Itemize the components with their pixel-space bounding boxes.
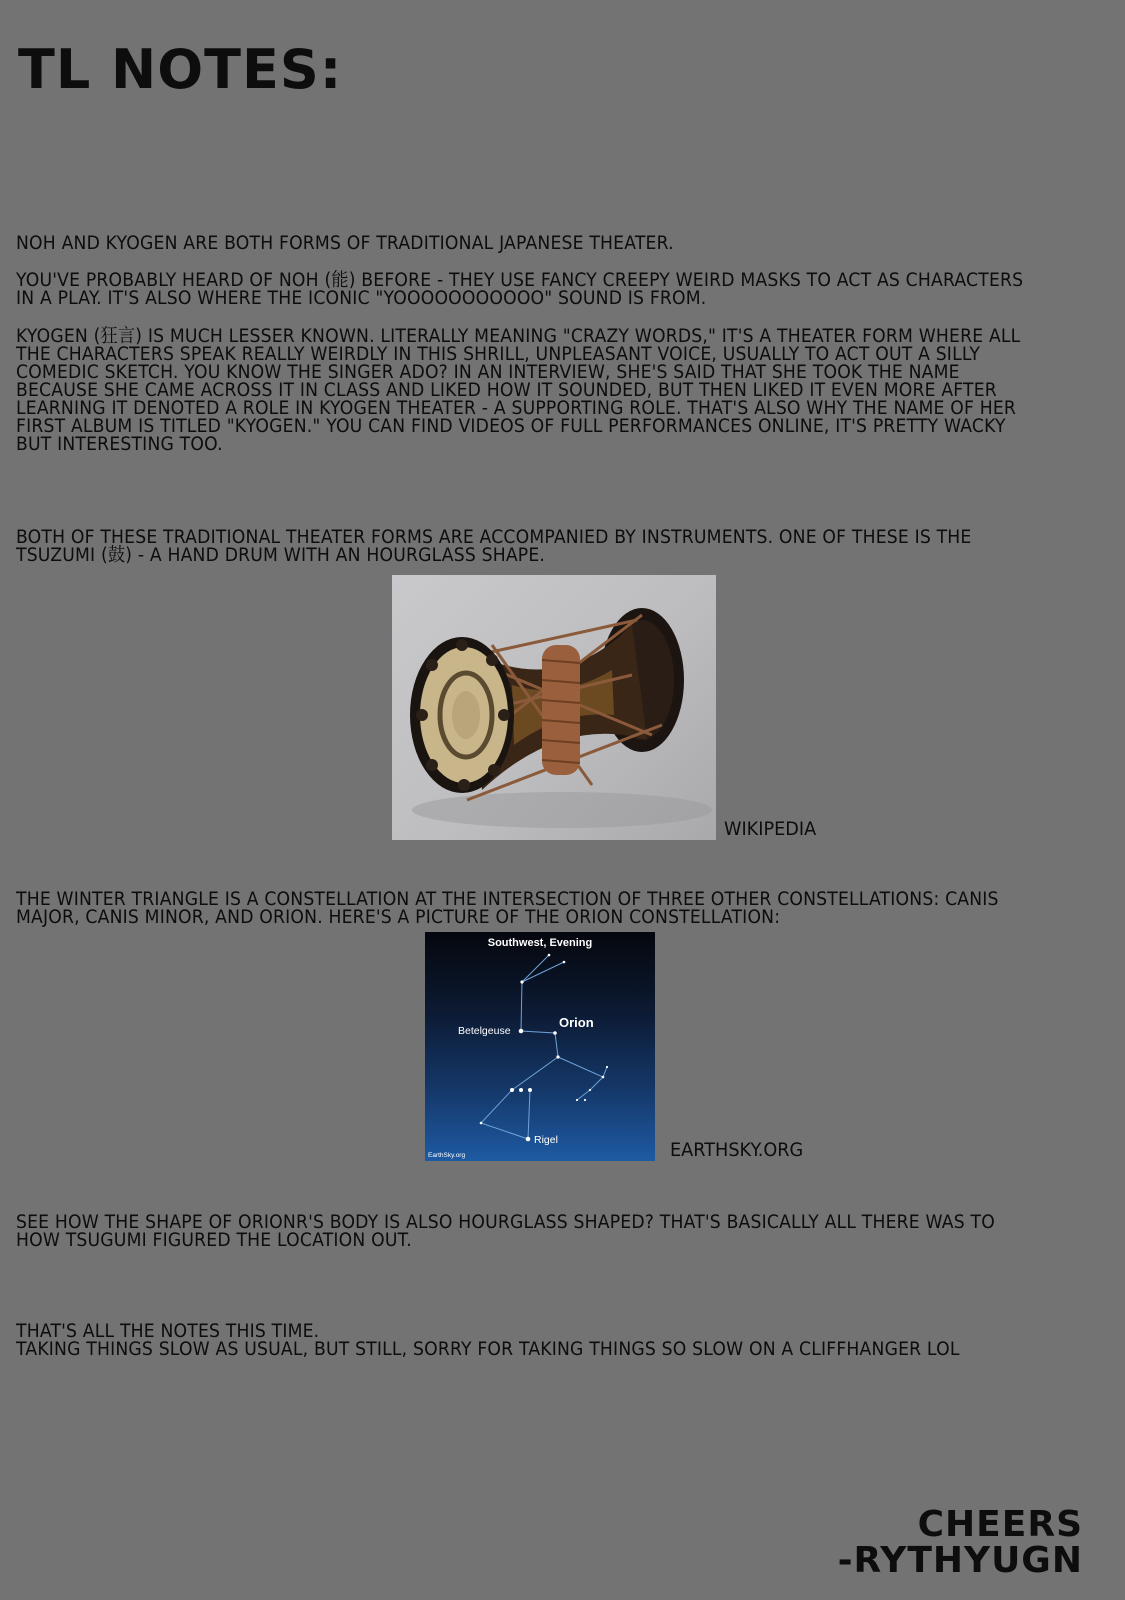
note-noh: YOU'VE PROBABLY HEARD OF NOH (能) BEFORE - THEY USE FANCY CREEPY WEIRD MASKS TO ACT AS CHARACTERS IN A PLAY. IT'S ALSO WHERE THE ICONIC "YOOOOOOOOOOO" SOUND IS FROM. <box>16 270 1024 309</box>
note-hourglass: SEE HOW THE SHAPE OF ORIONR'S BODY IS ALSO HOURGLASS SHAPED? THAT'S BASICALLY ALL THERE WAS TO HOW TSUGUMI FIGURED THE LOCATION OUT. <box>16 1212 995 1251</box>
tsuzumi-drum-illustration <box>392 575 716 840</box>
orion-label: Orion <box>559 1015 594 1030</box>
note-winter-triangle: THE WINTER TRIANGLE IS A CONSTELLATION AT THE INTERSECTION OF THREE OTHER CONSTELLATIONS: CANIS MAJOR, CANIS MINOR, AND ORION. HERE'S A PICTURE OF THE ORION CONSTELLATION: <box>16 889 999 928</box>
rigel-label: Rigel <box>534 1134 558 1146</box>
tsuzumi-photo-credit: WIKIPEDIA <box>724 818 817 840</box>
orion-constellation-chart <box>425 932 655 1161</box>
closing-line-1: THAT'S ALL THE NOTES THIS TIME. <box>16 1321 320 1342</box>
note-kyogen: KYOGEN (狂言) IS MUCH LESSER KNOWN. LITERALLY MEANING "CRAZY WORDS," IT'S A THEATER FORM WHERE ALL THE CHARACTERS SPEAK REALLY WEIRDLY IN THIS SHRILL, UNPLEASANT VOICE, USUALLY TO ACT OUT A SILLY COMEDIC SKETCH. YOU KNOW THE SINGER ADO? IN AN INTERVIEW, SHE'S SAID THAT SHE TOOK THE NAME BECAUSE SHE CAME ACROSS IT IN CLASS AND LIKED HOW IT SOUNDED, BUT THEN LIKED IT EVEN MORE AFTER LEARNING IT DENOTED A ROLE IN KYOGEN THEATER - A SUPPORTING ROLE. THAT'S ALSO WHY THE NAME OF HER FIRST ALBUM IS TITLED "KYOGEN." YOU CAN FIND VIDEOS OF FULL PERFORMANCES ONLINE, IT'S PRETTY WACKY BUT INTERESTING TOO. <box>16 326 1021 455</box>
note-noh-kyogen-intro: NOH AND KYOGEN ARE BOTH FORMS OF TRADITIONAL JAPANESE THEATER. <box>16 233 674 254</box>
earthsky-watermark: EarthSky.org <box>428 1152 466 1159</box>
orion-constellation-photo <box>425 932 655 1161</box>
orion-chart-header: Southwest, Evening <box>487 937 593 949</box>
note-tsuzumi: BOTH OF THESE TRADITIONAL THEATER FORMS ARE ACCOMPANIED BY INSTRUMENTS. ONE OF THESE IS THE TSUZUMI (鼓) - A HAND DRUM WITH AN HOURGLASS SHAPE. <box>16 527 972 566</box>
signoff-name: -RYTHYUGN <box>837 1540 1083 1581</box>
tsuzumi-drum-photo <box>392 575 716 840</box>
signoff-cheers: CHEERS <box>917 1504 1083 1545</box>
betelgeuse-label: Betelgeuse <box>458 1025 511 1037</box>
page-title: TL NOTES: <box>18 38 343 101</box>
orion-photo-credit: EARTHSKY.ORG <box>670 1139 804 1161</box>
signoff <box>837 1504 1083 1581</box>
closing-line-2: TAKING THINGS SLOW AS USUAL, BUT STILL, SORRY FOR TAKING THINGS SO SLOW ON A CLIFFHANGER LOL <box>16 1339 960 1360</box>
